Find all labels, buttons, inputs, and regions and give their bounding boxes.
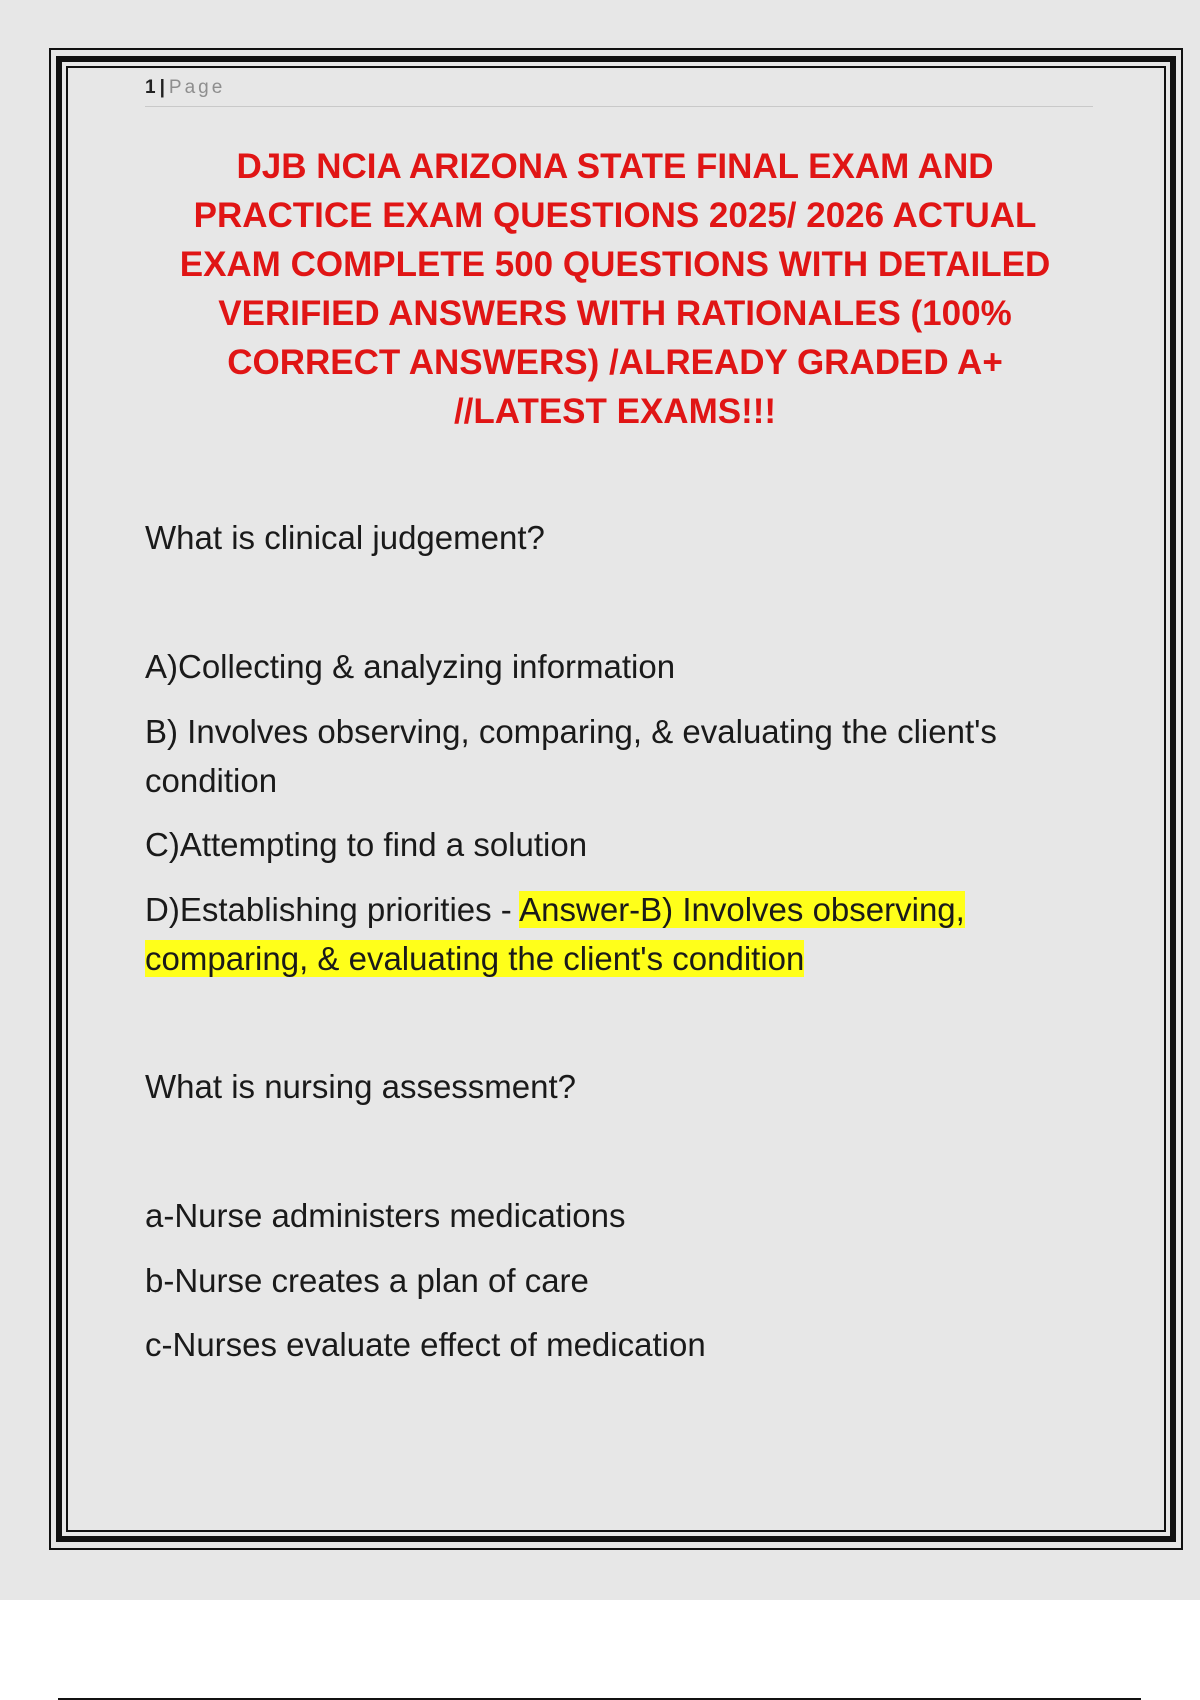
option-item: c-Nurses evaluate effect of medication [145, 1326, 706, 1363]
answer-highlight: Answer-B) Involves observing, comparing, & evaluating the client's condition [145, 891, 965, 977]
page-label: Page [168, 77, 226, 98]
option-item: B) Involves observing, comparing, & evaluating the client's condition [145, 713, 997, 799]
option-item: a-Nurse administers medications [145, 1197, 626, 1234]
page-separator: | [159, 77, 165, 98]
page-header [145, 74, 1093, 107]
option-item: C)Attempting to find a solution [145, 826, 588, 863]
question-text: What is clinical judgement? [145, 519, 545, 556]
option-item: D)Establishing priorities - [145, 891, 520, 928]
option-item-with-answer [145, 885, 1105, 983]
option-item: A)Collecting & analyzing information [145, 648, 676, 685]
document-title: DJB NCIA ARIZONA STATE FINAL EXAM AND PRACTICE EXAM QUESTIONS 2025/ 2026 ACTUAL EXAM COMPLETE 500 QUESTIONS WITH DETAILED VERIFIED ANSWERS WITH RATIONALES (100% CORRECT ANSWERS) /ALREADY GRADED A+ //LATEST EXAMS!!! [179, 147, 1051, 431]
option-item: b-Nurse creates a plan of care [145, 1262, 589, 1299]
page-number: 1 [145, 77, 156, 98]
question-text: What is nursing assessment? [145, 1068, 577, 1105]
